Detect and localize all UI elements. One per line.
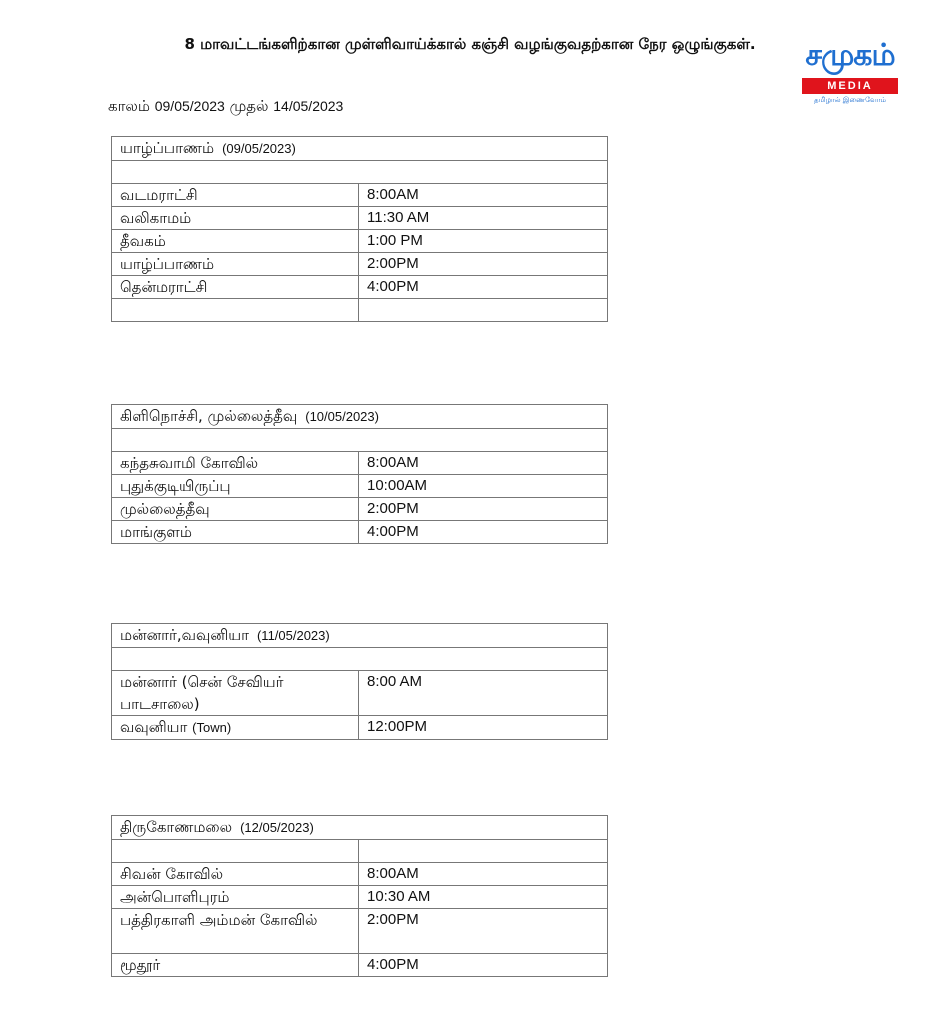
time-cell: 2:00PM	[359, 498, 608, 521]
time-cell: 8:00 AM	[359, 671, 608, 716]
time-cell: 10:30 AM	[359, 886, 608, 909]
table-header-row	[112, 405, 608, 429]
spacer-row	[112, 648, 608, 671]
table-row	[112, 498, 608, 521]
time-cell: 8:00AM	[359, 863, 608, 886]
period-label: காலம்	[108, 97, 150, 115]
period-middle: முதல்	[229, 97, 269, 115]
time-cell: 2:00PM	[359, 909, 608, 954]
place-cell: தென்மராட்சி	[112, 276, 359, 299]
time-cell: 1:00 PM	[359, 230, 608, 253]
logo-tagline: தமிழால் இணைவோம்	[813, 96, 887, 104]
table-header	[112, 624, 608, 648]
table-row	[112, 184, 608, 207]
time-cell: 12:00PM	[359, 716, 608, 740]
district-date: (11/05/2023)	[256, 628, 330, 643]
table-row	[112, 909, 608, 954]
district-date: (09/05/2023)	[222, 141, 296, 156]
logo-wordmark: சமுகம்	[805, 38, 895, 73]
table-row	[112, 475, 608, 498]
period-line	[108, 97, 343, 117]
table-row	[112, 671, 608, 716]
time-cell: 2:00PM	[359, 253, 608, 276]
table-header	[112, 405, 608, 429]
place-cell: சிவன் கோவில்	[112, 863, 359, 886]
table-header	[112, 137, 608, 161]
place-cell: மாங்குளம்	[112, 521, 359, 544]
time-cell: 8:00AM	[359, 184, 608, 207]
table-row	[112, 954, 608, 977]
table-row	[112, 207, 608, 230]
table-header-row	[112, 137, 608, 161]
place-cell: புதுக்குடியிருப்பு	[112, 475, 359, 498]
place-cell: பத்திரகாளி அம்மன் கோவில்	[112, 909, 359, 954]
district-name: கிளிநொச்சி, முல்லைத்தீவு	[120, 407, 298, 425]
table-row	[112, 716, 608, 740]
table-row	[112, 230, 608, 253]
period-from: 09/05/2023	[154, 98, 225, 114]
district-name: திருகோணமலை	[120, 818, 233, 836]
table-row	[112, 863, 608, 886]
district-name: யாழ்ப்பாணம்	[120, 139, 215, 157]
table-row	[112, 886, 608, 909]
table-row	[112, 276, 608, 299]
table-row	[112, 253, 608, 276]
time-cell: 8:00AM	[359, 452, 608, 475]
period-to: 14/05/2023	[273, 98, 344, 114]
table-header	[112, 816, 608, 840]
place-cell: வலிகாமம்	[112, 207, 359, 230]
table-row	[112, 521, 608, 544]
district-date: (10/05/2023)	[305, 409, 379, 424]
time-cell: 4:00PM	[359, 954, 608, 977]
place-cell: மன்னார் (சென் சேவியர் பாடசாலை)	[112, 671, 359, 716]
samugam-media-logo	[798, 36, 902, 108]
place-cell: தீவகம்	[112, 230, 359, 253]
time-cell: 10:00AM	[359, 475, 608, 498]
spacer-row	[112, 161, 608, 184]
time-cell: 11:30 AM	[359, 207, 608, 230]
place-cell: வடமராட்சி	[112, 184, 359, 207]
schedule-table-trincomalee	[111, 815, 608, 977]
schedule-table-mannar-vavuniya	[111, 623, 608, 740]
table-row	[112, 452, 608, 475]
district-name: மன்னார்,வவுனியா	[120, 626, 249, 644]
schedule-table-kilinochchi-mullaitivu	[111, 404, 608, 544]
district-date: (12/05/2023)	[240, 820, 314, 835]
place-cell: யாழ்ப்பாணம்	[112, 253, 359, 276]
place-cell: அன்பொளிபுரம்	[112, 886, 359, 909]
time-cell: 4:00PM	[359, 521, 608, 544]
spacer-row	[112, 429, 608, 452]
place-cell: கந்தசுவாமி கோவில்	[112, 452, 359, 475]
table-header-row	[112, 624, 608, 648]
place-cell: மூதூர்	[112, 954, 359, 977]
place-cell	[112, 716, 359, 740]
time-cell: 4:00PM	[359, 276, 608, 299]
table-header-row	[112, 816, 608, 840]
place-name: வவுனியா	[120, 718, 188, 736]
place-note: (Town)	[192, 720, 232, 735]
place-cell: முல்லைத்தீவு	[112, 498, 359, 521]
empty-row	[112, 299, 608, 322]
document-title: 8 மாவட்டங்களிற்கான முள்ளிவாய்க்கால் கஞ்சி வழங்குவதற்கான நேர ஒழுங்குகள்.	[184, 35, 756, 53]
logo-media-band: MEDIA	[802, 78, 898, 94]
spacer-row	[112, 840, 608, 863]
schedule-table-jaffna	[111, 136, 608, 322]
